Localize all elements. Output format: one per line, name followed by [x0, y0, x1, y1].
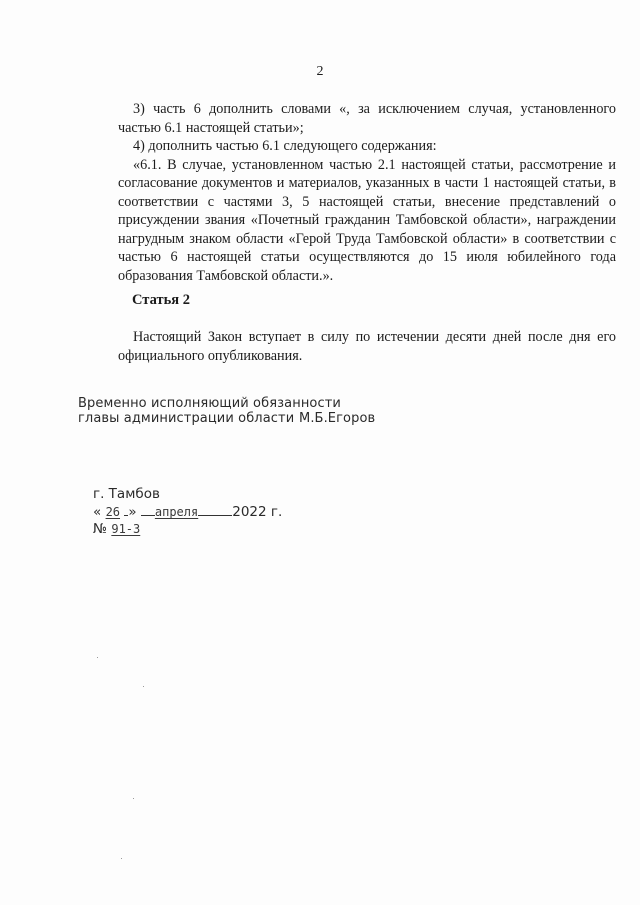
- date-month: апреля: [154, 505, 199, 519]
- signatory-name: М.Б.Егоров: [299, 411, 376, 426]
- signature-block: [78, 396, 376, 426]
- date-year: 2022 г.: [232, 504, 283, 520]
- article-2-block: [118, 328, 616, 365]
- date-quote-close: »: [128, 504, 137, 520]
- city-line: г. Тамбов: [93, 486, 160, 502]
- date-month-trail-blank: [198, 503, 232, 516]
- date-line: [93, 503, 282, 521]
- date-day: 26: [105, 505, 121, 519]
- law-number: 91-З: [111, 522, 141, 536]
- number-line: [93, 521, 282, 538]
- paragraph-amendment-4: 4) дополнить частью 6.1 следующего содержания:: [133, 138, 437, 154]
- signatory-title-line-1: Временно исполняющий обязанности: [78, 396, 341, 411]
- article-2-heading: Статья 2: [132, 292, 190, 308]
- article-2-text: Настоящий Закон вступает в силу по истечении десяти дней после дня его официального опубликования.: [118, 329, 616, 364]
- page-number: 2: [316, 64, 324, 79]
- paragraph-amendment-3: 3) часть 6 дополнить словами «, за исключением случая, установленного частью 6.1 настоящей статьи»;: [118, 101, 616, 136]
- amendments-block: [118, 100, 616, 285]
- signatory-title-line-2: главы администрации области: [78, 411, 295, 426]
- law-number-prefix: №: [93, 521, 108, 537]
- scan-speck: [97, 657, 98, 658]
- scan-speck: [121, 858, 122, 859]
- place-date-number-block: [93, 486, 282, 538]
- date-month-lead-blank: [141, 503, 155, 516]
- scan-speck: [143, 686, 144, 687]
- date-quote-open: «: [93, 504, 102, 520]
- paragraph-part-6-1: «6.1. В случае, установленном частью 2.1 настоящей статьи, рассмотрение и согласование документов и материалов, указанных в части 1 настоящей статьи, в соответствии с частями 3, 5 настоящей статьи, внесение представлений о присуждении звания «Почетный гражданин Тамбовской области», награждении нагрудным знаком области «Герой Труда Тамбовской области» в соответствии с частью 6 настоящей статьи осуществляются до 15 июля юбилейного года образования Тамбовской области.».: [118, 156, 616, 284]
- scan-speck: [133, 798, 134, 799]
